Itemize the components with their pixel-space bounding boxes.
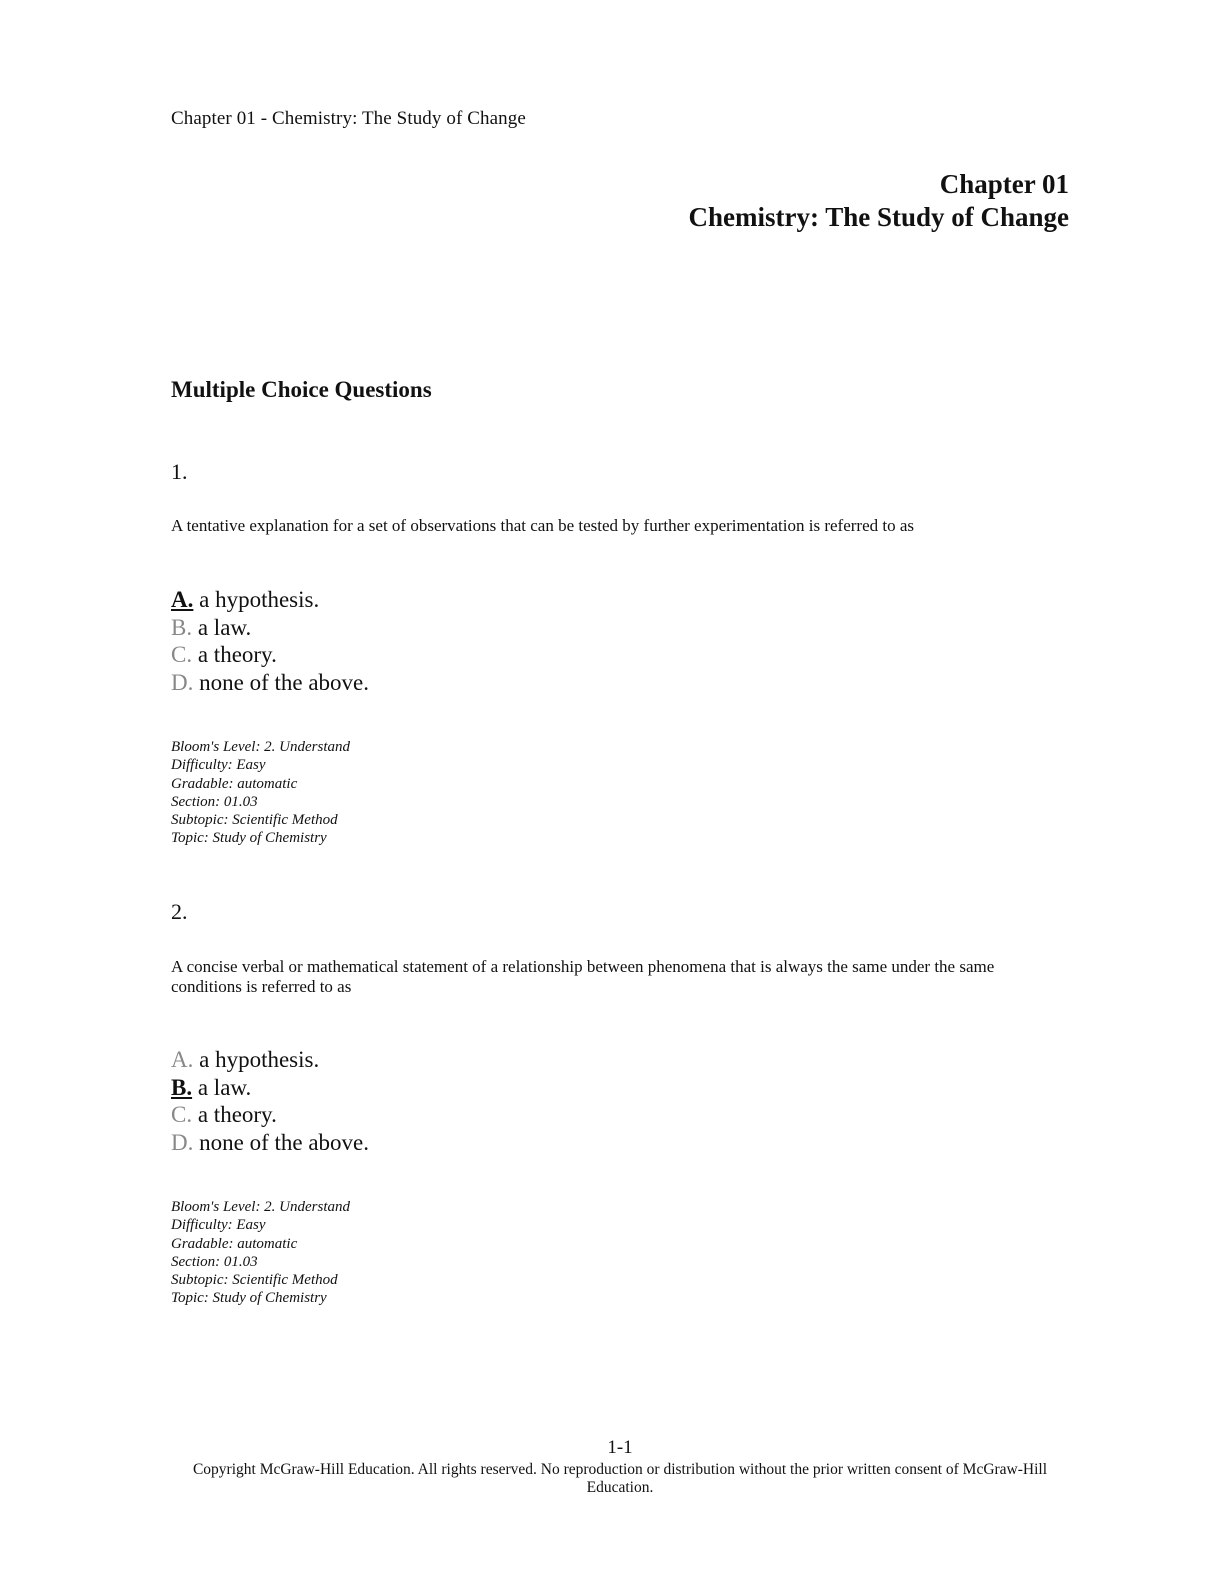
choice-letter: B. bbox=[171, 1074, 193, 1100]
chapter-title-name: Chemistry: The Study of Change bbox=[688, 202, 1069, 232]
choice-a bbox=[171, 586, 1051, 614]
question-1 bbox=[171, 459, 1051, 848]
choice-letter: B. bbox=[171, 614, 193, 640]
choice-text: none of the above. bbox=[199, 669, 370, 695]
choice-text: a theory. bbox=[197, 642, 277, 667]
choice-text: none of the above. bbox=[199, 1129, 370, 1155]
answer-choices bbox=[171, 586, 1051, 696]
meta-gradable: Gradable: automatic bbox=[171, 775, 298, 792]
choice-text: a law. bbox=[197, 614, 252, 640]
question-text: A tentative explanation for a set of observations that can be tested by further experimentation is referred to as bbox=[171, 516, 915, 535]
question-number: 1. bbox=[171, 459, 188, 484]
choice-letter: D. bbox=[171, 1129, 194, 1155]
choice-letter: D. bbox=[171, 669, 194, 695]
meta-subtopic: Subtopic: Scientific Method bbox=[171, 1272, 338, 1289]
section-heading: Multiple Choice Questions bbox=[171, 377, 432, 402]
meta-blooms-level: Bloom's Level: 2. Understand bbox=[171, 739, 351, 755]
copyright-notice: Copyright McGraw-Hill Education. All rights reserved. No reproduction or distribution without the prior written consent of McGraw-Hill Education. bbox=[192, 1461, 1048, 1496]
choice-letter: A. bbox=[171, 587, 194, 612]
page-number: 1-1 bbox=[607, 1437, 633, 1458]
meta-section: Section: 01.03 bbox=[171, 1253, 258, 1270]
choice-letter: C. bbox=[171, 1102, 193, 1127]
meta-subtopic: Subtopic: Scientific Method bbox=[171, 812, 338, 829]
question-metadata bbox=[171, 1198, 1051, 1308]
choice-a bbox=[171, 1046, 1051, 1074]
choice-c bbox=[171, 1101, 1051, 1129]
choice-text: a hypothesis. bbox=[199, 1047, 320, 1072]
chapter-title bbox=[688, 168, 1069, 234]
meta-section: Section: 01.03 bbox=[171, 793, 258, 810]
choice-c bbox=[171, 641, 1051, 669]
choice-text: a theory. bbox=[197, 1102, 277, 1127]
meta-topic: Topic: Study of Chemistry bbox=[171, 830, 327, 847]
choice-d bbox=[171, 1129, 1051, 1157]
choice-d bbox=[171, 669, 1051, 697]
question-metadata bbox=[171, 738, 1051, 848]
meta-difficulty: Difficulty: Easy bbox=[171, 757, 266, 774]
choice-letter: A. bbox=[171, 1047, 194, 1072]
answer-choices bbox=[171, 1046, 1051, 1156]
question-text: A concise verbal or mathematical statement of a relationship between phenomena that is always the same under the same conditions is referred to as bbox=[171, 957, 995, 996]
running-header: Chapter 01 - Chemistry: The Study of Change bbox=[171, 108, 526, 129]
choice-b bbox=[171, 614, 1051, 642]
meta-gradable: Gradable: automatic bbox=[171, 1235, 298, 1252]
choice-letter: C. bbox=[171, 642, 193, 667]
chapter-title-number: Chapter 01 bbox=[939, 169, 1069, 199]
question-2 bbox=[171, 899, 1051, 1308]
meta-topic: Topic: Study of Chemistry bbox=[171, 1290, 327, 1307]
question-number: 2. bbox=[171, 899, 188, 924]
meta-difficulty: Difficulty: Easy bbox=[171, 1217, 266, 1234]
choice-text: a law. bbox=[197, 1074, 252, 1100]
choice-b bbox=[171, 1074, 1051, 1102]
choice-text: a hypothesis. bbox=[199, 587, 320, 612]
meta-blooms-level: Bloom's Level: 2. Understand bbox=[171, 1199, 351, 1215]
